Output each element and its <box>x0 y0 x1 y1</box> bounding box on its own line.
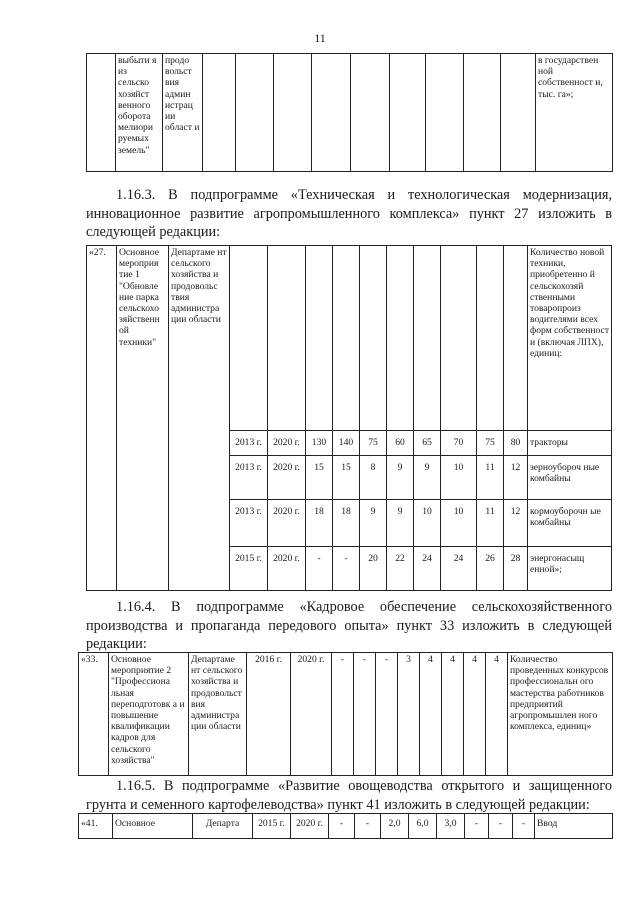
table-row: 2013 г. 2020 г. 15 15 8 9 9 10 11 12 зерноубороч ные комбайны <box>87 456 612 500</box>
table-item-41 <box>78 813 613 839</box>
page-number: 11 <box>314 31 326 45</box>
cell-executor: продо вольст вия админ истрац ии област и <box>163 54 203 172</box>
item-number: «27. <box>87 246 117 591</box>
measure-name: Основное мероприя тие 1 "Обновле ние парка сельскохо зяйственн ой техники" <box>117 246 169 591</box>
table-row: 2013 г. 2020 г. 18 18 9 9 10 10 11 12 кормоуборочн ые комбайны <box>87 500 612 547</box>
table-item-33 <box>78 652 613 776</box>
paragraph-1-16-5: 1.16.5. В подпрограмме «Развитие овощеводства открытого и защищенного грунта и семенного картофелеводства» пункт 41 изложить в следующей редакции: <box>86 778 612 813</box>
table-row: «33. Основное мероприятие 2 "Профессиона льная переподготовк а и повышение квалификации кадров для сельского хозяйства" Департаме нт сельского хозяйства и продовольствия администрации области 2016 г. 2020 г. - - - 3 4 4 4 4 Количество проведенных конкурсов профессиональн ого мастерства работников предприятий агропромышлен ного комплекса, единиц» <box>79 653 613 776</box>
executor: Департаме нт сельского хозяйства и продовольствия администрации области <box>189 653 247 776</box>
paragraph-1-16-3: 1.16.3. В подпрограмме «Техническая и технологическая модернизация, инновационное развитие агропромышленного комплекса» пункт 27 изложить в следующей редакции: <box>86 187 612 240</box>
indicator-header: Количество новой техники, приобретенно й сельскохозяй ственными товаропроиз водителями всех форм собственност и (включая ЛПХ), единиц: <box>528 246 612 431</box>
cell-indicator: в государствен ной собственност и, тыс. га»; <box>536 54 613 172</box>
table-item-27 <box>86 245 612 591</box>
measure-name: Основное мероприятие 2 "Профессиона льная переподготовк а и повышение квалификации кадров для сельского хозяйства" <box>109 653 189 776</box>
cell-name: выбыти я из сельско хозяйст венного оборота мелиори руемых земель" <box>116 54 163 172</box>
table-top-continuation <box>86 53 613 172</box>
item-number: «33. <box>79 653 109 776</box>
cell-empty <box>87 54 116 172</box>
executor: Департаме нт сельского хозяйства и продовольс твия администра ции области <box>169 246 230 591</box>
table-row: «41. Основное Департа 2015 г. 2020 г. - - 2,0 6,0 3,0 - - - Ввод <box>79 814 613 839</box>
table-row: 2013 г. 2020 г. 130 140 75 60 65 70 75 80 тракторы <box>87 431 612 456</box>
indicator: Количество проведенных конкурсов профессиональн ого мастерства работников предприятий агропромышлен ного комплекса, единиц» <box>508 653 613 776</box>
paragraph-1-16-4: 1.16.4. В подпрограмме «Кадровое обеспечение сельскохозяйственного производства и пропаганда передового опыта» пункт 33 изложить в следующей редакции: <box>86 599 612 652</box>
table-row: 2015 г. 2020 г. - - 20 22 24 24 26 28 энергонасыщ енной»; <box>87 547 612 591</box>
